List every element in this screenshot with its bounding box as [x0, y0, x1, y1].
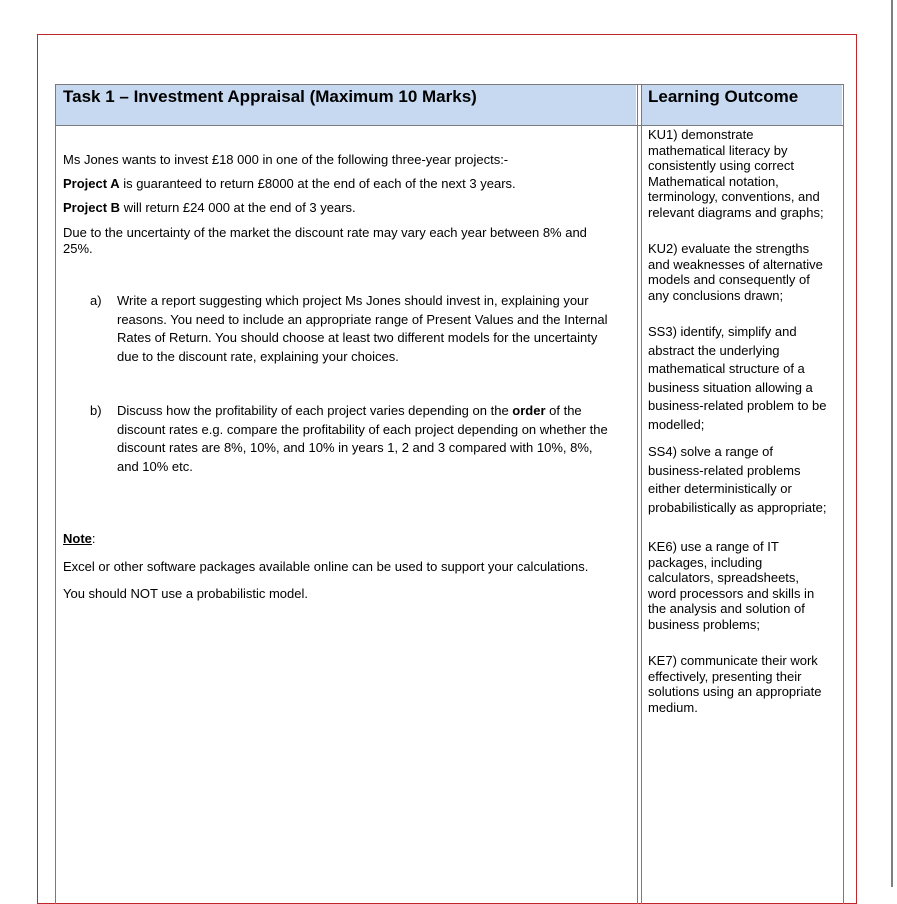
outcome-line: probabilistically as appropriate;: [648, 499, 827, 515]
table-top-border: [55, 84, 844, 85]
outcome-line: KU1) demonstrate: [648, 127, 754, 142]
question-a-line: Rates of Return. You should choose at least two different models for the uncertainty: [117, 330, 598, 346]
outcome-line: and weaknesses of alternative: [648, 256, 823, 272]
task-title: Task 1 – Investment Appraisal (Maximum 10 Marks): [63, 87, 477, 106]
uncertainty-line-2: 25%.: [63, 241, 93, 256]
outcome-line: calculators, spreadsheets,: [648, 570, 800, 585]
question-b-text: [117, 402, 608, 476]
question-b-line: [117, 402, 608, 421]
project-b-text: will return £24 000 at the end of 3 years.: [120, 200, 356, 215]
table-column-divider-b: [641, 84, 642, 904]
project-a-text: is guaranteed to return £8000 at the end of each of the next 3 years.: [119, 176, 516, 191]
project-b-label: Project B: [63, 200, 121, 215]
question-b-text-after: of the: [545, 403, 582, 418]
note-line-2: You should NOT use a probabilistic model.: [63, 586, 308, 601]
outcome-line: models and consequently of: [648, 272, 810, 287]
note-line-1: Excel or other software packages available online can be used to support your calculations.: [63, 559, 589, 574]
learning-outcome-title: Learning Outcome: [648, 87, 799, 106]
outcome-ku2: [648, 241, 840, 303]
outcome-line: any conclusions drawn;: [648, 287, 784, 303]
question-b-line: discount rates e.g. compare the profitability of each project depending on whether the: [117, 421, 608, 437]
outcome-line: KE6) use a range of IT: [648, 539, 779, 554]
outcome-line: terminology, conventions, and: [648, 189, 820, 204]
outcome-ke7: [648, 653, 840, 715]
outcome-line: word processors and skills in: [648, 585, 815, 601]
table-column-divider-a: [637, 84, 638, 904]
question-a-line: Write a report suggesting which project Ms Jones should invest in, explaining your: [117, 293, 589, 308]
question-a-line: due to the discount rate, explaining your choices.: [117, 348, 399, 364]
outcome-line: effectively, presenting their: [648, 668, 802, 684]
table-header-divider: [55, 125, 844, 126]
question-b-text-before: Discuss how the profitability of each project varies depending on the: [117, 403, 513, 418]
outcome-ss3: [648, 323, 840, 434]
outcome-line: business-related problem to be: [648, 398, 827, 413]
outcome-line: abstract the underlying: [648, 342, 780, 358]
outcome-line: business problems;: [648, 616, 760, 632]
outcome-line: relevant diagrams and graphs;: [648, 204, 824, 220]
question-a-text: [117, 292, 608, 366]
project-a-label: Project A: [63, 176, 120, 191]
outcome-line: the analysis and solution of: [648, 601, 805, 616]
outcome-line: Mathematical notation,: [648, 173, 779, 189]
outcome-line: business-related problems: [648, 462, 801, 478]
outcome-line: business situation allowing a: [648, 379, 813, 395]
note-colon: :: [91, 531, 96, 546]
outcome-line: mathematical structure of a: [648, 361, 805, 376]
question-b-marker: b): [90, 403, 102, 418]
intro-line: Ms Jones wants to invest £18 000 in one of the following three-year projects:-: [63, 152, 509, 167]
outcome-line: SS3) identify, simplify and: [648, 324, 797, 339]
outcome-line: KU2) evaluate the strengths: [648, 241, 810, 256]
outcome-ss4: [648, 443, 840, 517]
project-a-line: [63, 175, 516, 193]
uncertainty-line-1: Due to the uncertainty of the market the discount rate may vary each year between 8% and: [63, 225, 587, 240]
outcome-line: medium.: [648, 699, 698, 715]
outcome-line: consistently using correct: [648, 158, 794, 173]
outcome-line: SS4) solve a range of: [648, 444, 774, 459]
page-edge: [891, 0, 893, 887]
outcome-line: either deterministically or: [648, 481, 792, 496]
question-a-marker: a): [90, 293, 102, 308]
project-b-line: [63, 199, 356, 217]
question-a-line: reasons. You need to include an appropriate range of Present Values and the Internal: [117, 311, 608, 327]
question-b-line: discount rates are 8%, 10%, and 10% in years 1, 2 and 3 compared with 10%, 8%,: [117, 440, 593, 456]
outcome-line: modelled;: [648, 416, 705, 432]
outcome-line: packages, including: [648, 554, 763, 570]
outcome-line: KE7) communicate their work: [648, 653, 818, 668]
question-b-line: and 10% etc.: [117, 458, 193, 474]
outcome-line: solutions using an appropriate: [648, 684, 822, 699]
table-right-border: [843, 84, 844, 904]
question-b-emphasis: order: [512, 403, 546, 418]
note-heading: [63, 530, 96, 548]
outcome-ku1: [648, 127, 840, 220]
outcome-line: mathematical literacy by: [648, 142, 788, 158]
note-label: Note: [63, 531, 92, 546]
table-left-border: [55, 84, 56, 904]
outcome-ke6: [648, 539, 840, 632]
